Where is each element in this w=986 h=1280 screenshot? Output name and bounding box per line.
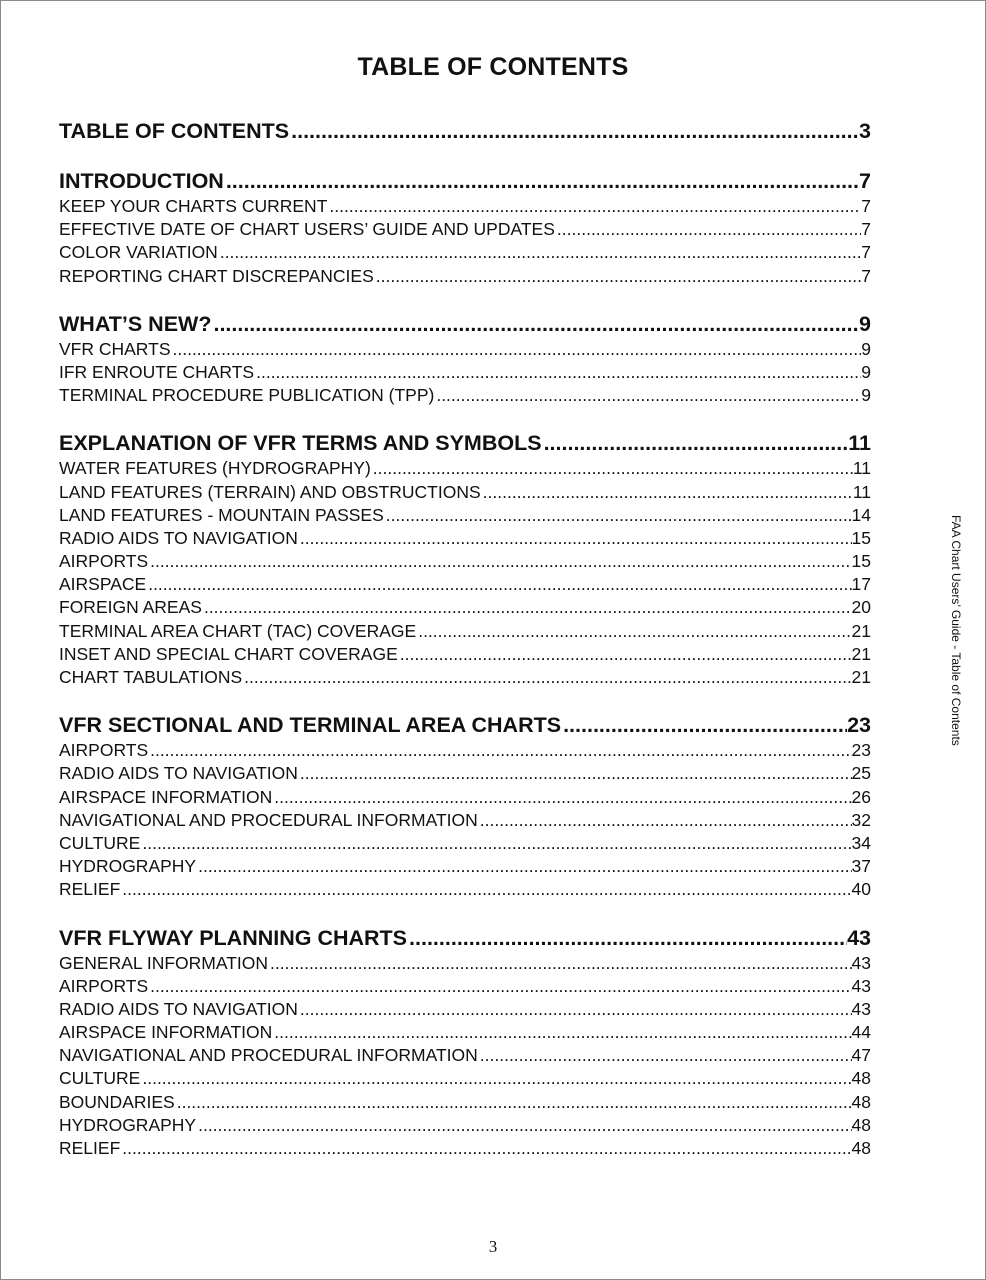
dot-leader: [298, 762, 852, 785]
toc-entry-page-number: 43: [851, 975, 871, 996]
dot-leader: [298, 527, 852, 550]
toc-entry-page-number: 9: [861, 361, 871, 382]
toc-heading-page-number: 9: [859, 311, 871, 336]
page-title: TABLE OF CONTENTS: [357, 53, 629, 81]
toc-entry-label: NAVIGATIONAL AND PROCEDURAL INFORMATION: [59, 809, 478, 830]
toc-entry[interactable]: [59, 457, 871, 480]
toc-entry-page-number: 17: [851, 574, 871, 595]
toc-entry[interactable]: [59, 1137, 871, 1160]
toc-entry-page-number: 9: [861, 338, 871, 359]
toc-heading-page-number: 3: [859, 119, 871, 143]
toc-heading-page-number: 7: [859, 169, 871, 193]
toc-entry-page-number: 48: [851, 1068, 871, 1089]
dot-leader: [254, 361, 861, 384]
toc-section: [59, 168, 871, 288]
toc-entry-page-number: 37: [851, 856, 871, 877]
toc-entry-label: VFR CHARTS: [59, 338, 171, 359]
dot-leader: [272, 1021, 851, 1044]
toc-entry-page-number: 43: [851, 998, 871, 1019]
toc-entry[interactable]: [59, 998, 871, 1021]
dot-leader: [561, 712, 847, 739]
toc-entry-page-number: 7: [861, 196, 871, 216]
toc-entry[interactable]: [59, 384, 871, 407]
dot-leader: [202, 596, 852, 619]
toc-entry-page-number: 9: [861, 385, 871, 406]
toc-entry[interactable]: [59, 1021, 871, 1044]
toc-entry[interactable]: [59, 620, 871, 643]
dot-leader: [384, 504, 852, 527]
toc-heading-page-number: 43: [847, 925, 871, 950]
toc-entry[interactable]: [59, 762, 871, 785]
dot-leader: [175, 1091, 852, 1114]
toc-entry-label: LAND FEATURES (TERRAIN) AND OBSTRUCTIONS: [59, 481, 481, 502]
toc-heading-label: VFR SECTIONAL AND TERMINAL AREA CHARTS: [59, 713, 562, 738]
toc-entry-label: EFFECTIVE DATE OF CHART USERS’ GUIDE AND UPDATES: [59, 219, 555, 240]
toc-entry[interactable]: [59, 832, 871, 855]
toc-heading-page-number: 23: [847, 713, 871, 738]
toc-heading[interactable]: [59, 311, 871, 338]
toc-entry[interactable]: [59, 338, 871, 361]
dot-leader: [242, 666, 851, 689]
toc-entry-label: HYDROGRAPHY: [59, 856, 197, 877]
toc-heading-label: INTRODUCTION: [59, 169, 224, 193]
toc-entry[interactable]: [59, 195, 871, 218]
toc-entry-label: NAVIGATIONAL AND PROCEDURAL INFORMATION: [59, 1045, 478, 1066]
toc-entry[interactable]: [59, 666, 871, 689]
toc-entry-page-number: 7: [861, 219, 871, 240]
toc-entry[interactable]: [59, 855, 871, 878]
toc-entry-label: RADIO AIDS TO NAVIGATION: [59, 763, 298, 784]
toc-entry-label: REPORTING CHART DISCREPANCIES: [59, 265, 374, 286]
dot-leader: [120, 1137, 851, 1160]
toc-section: [59, 712, 871, 901]
toc-entry-page-number: 11: [852, 481, 871, 502]
toc-entry-page-number: 21: [851, 643, 871, 664]
toc-entry-page-number: 48: [851, 1138, 871, 1158]
toc-entry-page-number: 7: [861, 265, 871, 286]
toc-entry-page-number: 40: [851, 879, 871, 900]
toc-entry[interactable]: [59, 481, 871, 504]
dot-leader: [148, 739, 851, 762]
dot-leader: [140, 832, 851, 855]
toc-entry-page-number: 25: [851, 763, 871, 784]
toc-entry[interactable]: [59, 786, 871, 809]
table-of-contents: [59, 118, 871, 1160]
toc-entry-label: IFR ENROUTE CHARTS: [59, 361, 255, 382]
dot-leader: [211, 311, 859, 338]
dot-leader: [272, 786, 851, 809]
toc-section: [59, 118, 871, 145]
toc-entry-label: LAND FEATURES - MOUNTAIN PASSES: [59, 504, 384, 525]
dot-leader: [327, 195, 861, 218]
dot-leader: [268, 952, 851, 975]
toc-entry[interactable]: [59, 739, 871, 762]
dot-leader: [218, 241, 861, 264]
toc-entry-label: AIRSPACE INFORMATION: [59, 786, 273, 807]
toc-heading-page-number: 11: [848, 431, 871, 456]
toc-entry-label: TERMINAL AREA CHART (TAC) COVERAGE: [59, 620, 417, 641]
toc-entry[interactable]: [59, 975, 871, 998]
dot-leader: [224, 168, 859, 195]
dot-leader: [146, 573, 851, 596]
dot-leader: [298, 998, 852, 1021]
toc-entry-page-number: 15: [851, 527, 871, 548]
toc-entry[interactable]: [59, 1091, 871, 1114]
toc-entry-page-number: 26: [851, 786, 871, 807]
dot-leader: [481, 481, 853, 504]
toc-entry[interactable]: [59, 265, 871, 288]
toc-entry[interactable]: [59, 952, 871, 975]
toc-entry-page-number: 21: [851, 667, 871, 687]
toc-entry-page-number: 32: [851, 809, 871, 830]
toc-entry-page-number: 48: [851, 1091, 871, 1112]
toc-heading-label: VFR FLYWAY PLANNING CHARTS: [59, 925, 408, 950]
dot-leader: [120, 878, 851, 901]
toc-section: [59, 430, 871, 689]
dot-leader: [416, 620, 851, 643]
dot-leader: [478, 809, 852, 832]
toc-heading-label: WHAT’S NEW?: [59, 311, 212, 336]
toc-entry-page-number: 43: [851, 952, 871, 973]
dot-leader: [555, 218, 861, 241]
toc-entry-page-number: 23: [851, 740, 871, 761]
toc-entry-label: INSET AND SPECIAL CHART COVERAGE: [59, 643, 398, 664]
toc-heading[interactable]: [59, 712, 871, 739]
dot-leader: [196, 855, 851, 878]
toc-entry-label: BOUNDARIES: [59, 1091, 175, 1112]
toc-heading[interactable]: [59, 430, 871, 457]
toc-entry-page-number: 11: [852, 458, 871, 479]
toc-entry-page-number: 34: [851, 832, 871, 853]
page-number: 3: [488, 1237, 498, 1256]
toc-entry-page-number: 44: [851, 1022, 871, 1043]
toc-entry-label: AIRSPACE INFORMATION: [59, 1022, 273, 1043]
dot-leader: [196, 1114, 851, 1137]
toc-entry-page-number: 15: [851, 551, 871, 572]
dot-leader: [434, 384, 861, 407]
toc-entry[interactable]: [59, 550, 871, 573]
toc-heading-label: TABLE OF CONTENTS: [59, 119, 290, 143]
dot-leader: [140, 1067, 851, 1090]
toc-entry[interactable]: [59, 643, 871, 666]
toc-entry-label: CULTURE: [59, 832, 141, 853]
toc-entry-label: HYDROGRAPHY: [59, 1114, 197, 1135]
toc-entry-label: RELIEF: [59, 879, 121, 900]
toc-entry-label: RADIO AIDS TO NAVIGATION: [59, 998, 298, 1019]
toc-entry-page-number: 14: [851, 504, 871, 525]
toc-entry[interactable]: [59, 361, 871, 384]
toc-heading[interactable]: [59, 118, 871, 145]
toc-entry-label: AIRPORTS: [59, 975, 149, 996]
toc-entry-label: CHART TABULATIONS: [59, 667, 243, 687]
toc-entry[interactable]: [59, 1044, 871, 1067]
toc-entry-label: COLOR VARIATION: [59, 242, 218, 263]
toc-entry[interactable]: [59, 573, 871, 596]
dot-leader: [478, 1044, 852, 1067]
dot-leader: [171, 338, 862, 361]
toc-heading[interactable]: [59, 168, 871, 195]
toc-entry[interactable]: [59, 1067, 871, 1090]
dot-leader: [407, 925, 847, 952]
toc-entry[interactable]: [59, 596, 871, 619]
toc-heading[interactable]: [59, 925, 871, 952]
toc-entry[interactable]: [59, 1114, 871, 1137]
toc-entry-label: FOREIGN AREAS: [59, 597, 202, 618]
toc-entry[interactable]: [59, 809, 871, 832]
toc-heading-label: EXPLANATION OF VFR TERMS AND SYMBOLS: [59, 431, 542, 456]
toc-entry-label: RADIO AIDS TO NAVIGATION: [59, 527, 298, 548]
toc-entry-label: WATER FEATURES (HYDROGRAPHY): [59, 458, 371, 479]
dot-leader: [289, 118, 859, 145]
toc-section: [59, 311, 871, 408]
dot-leader: [371, 457, 853, 480]
toc-entry[interactable]: [59, 878, 871, 901]
toc-entry-page-number: 20: [851, 597, 871, 618]
side-caption: FAA Chart Users’ Guide - Table of Contents: [949, 515, 963, 746]
toc-entry-page-number: 48: [851, 1114, 871, 1135]
dot-leader: [398, 643, 852, 666]
toc-entry-label: AIRSPACE: [59, 574, 147, 595]
toc-entry-page-number: 47: [851, 1045, 871, 1066]
toc-entry-label: RELIEF: [59, 1138, 121, 1158]
toc-entry-page-number: 7: [861, 242, 871, 263]
dot-leader: [374, 265, 862, 288]
toc-entry[interactable]: [59, 504, 871, 527]
toc-entry-label: TERMINAL PROCEDURE PUBLICATION (TPP): [59, 385, 435, 406]
toc-entry-label: GENERAL INFORMATION: [59, 952, 269, 973]
dot-leader: [542, 430, 849, 457]
dot-leader: [148, 550, 851, 573]
toc-entry-label: AIRPORTS: [59, 740, 149, 761]
toc-entry-label: AIRPORTS: [59, 551, 149, 572]
toc-entry-label: CULTURE: [59, 1068, 141, 1089]
toc-entry[interactable]: [59, 218, 871, 241]
dot-leader: [148, 975, 851, 998]
toc-entry-page-number: 21: [851, 620, 871, 641]
toc-entry-label: KEEP YOUR CHARTS CURRENT: [59, 196, 328, 216]
toc-entry[interactable]: [59, 241, 871, 264]
toc-entry[interactable]: [59, 527, 871, 550]
toc-section: [59, 925, 871, 1161]
